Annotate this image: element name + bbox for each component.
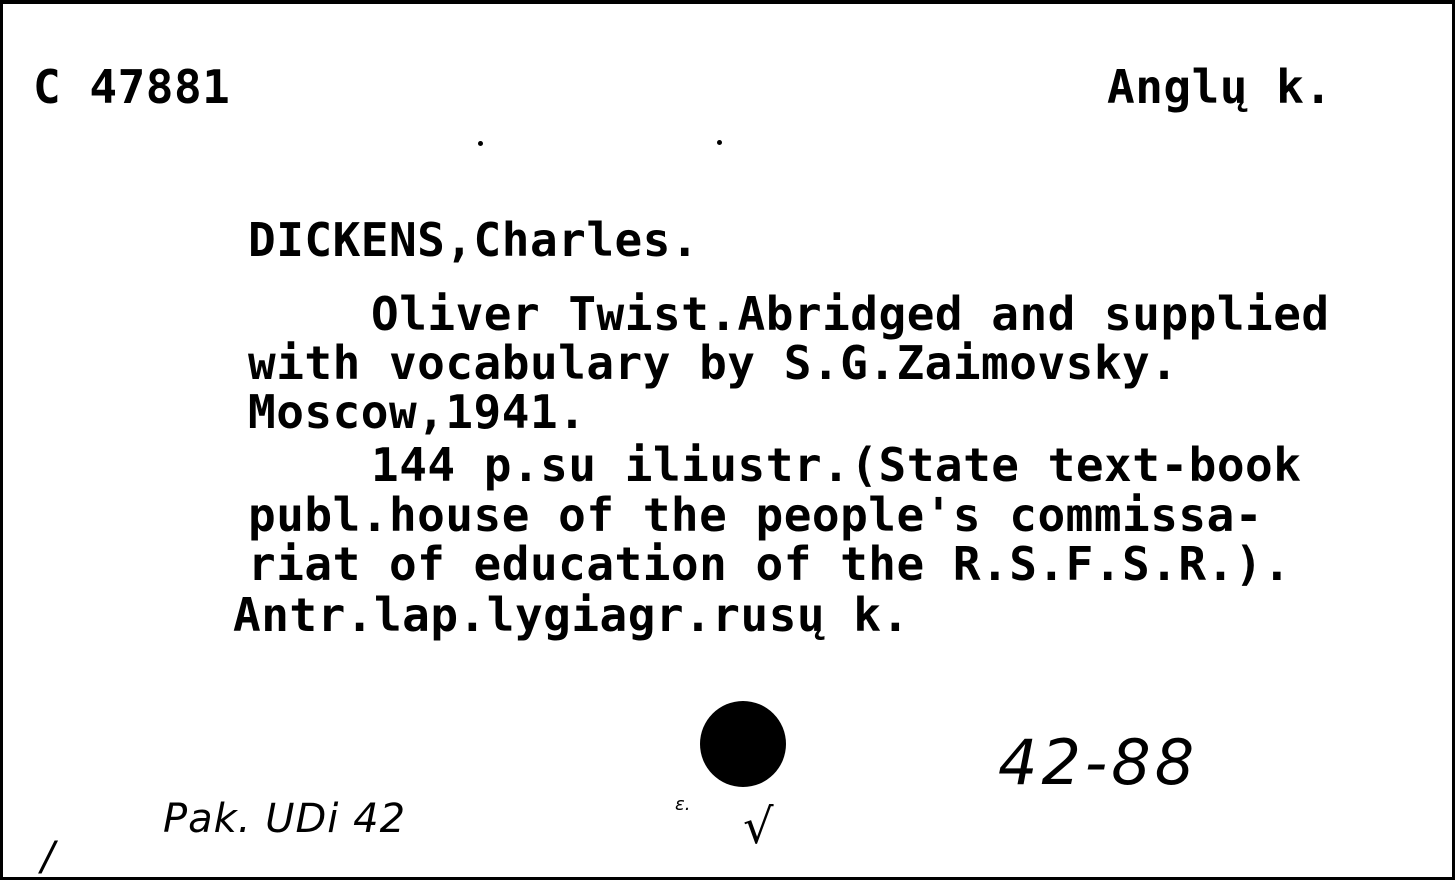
collation-line: 144 p.su iliustr.(State text-book xyxy=(371,438,1302,492)
author-heading: DICKENS,Charles. xyxy=(248,213,700,267)
description-line: riat of education of the R.S.F.S.R.). xyxy=(248,537,1292,591)
small-handwritten-mark: ε. xyxy=(675,794,691,815)
check-mark: √ xyxy=(743,799,774,855)
title-line: Oliver Twist.Abridged and supplied xyxy=(371,287,1330,341)
punch-hole xyxy=(700,701,786,787)
imprint-line: Moscow,1941. xyxy=(248,385,587,439)
language-note: Anglų k. xyxy=(1107,60,1333,114)
description-line: publ.house of the people's commissa- xyxy=(248,488,1263,542)
call-number: C 47881 xyxy=(33,60,231,114)
language-line: Antr.lap.lygiagr.rusų k. xyxy=(233,588,910,642)
ink-speck xyxy=(478,141,483,146)
description-line: with vocabulary by S.G.Zaimovsky. xyxy=(248,336,1179,390)
handwritten-reference: Pak. UDi 42 xyxy=(163,796,407,842)
ink-speck xyxy=(717,140,722,145)
slash-mark: / xyxy=(41,834,55,880)
accession-number: 42-88 xyxy=(998,726,1199,799)
